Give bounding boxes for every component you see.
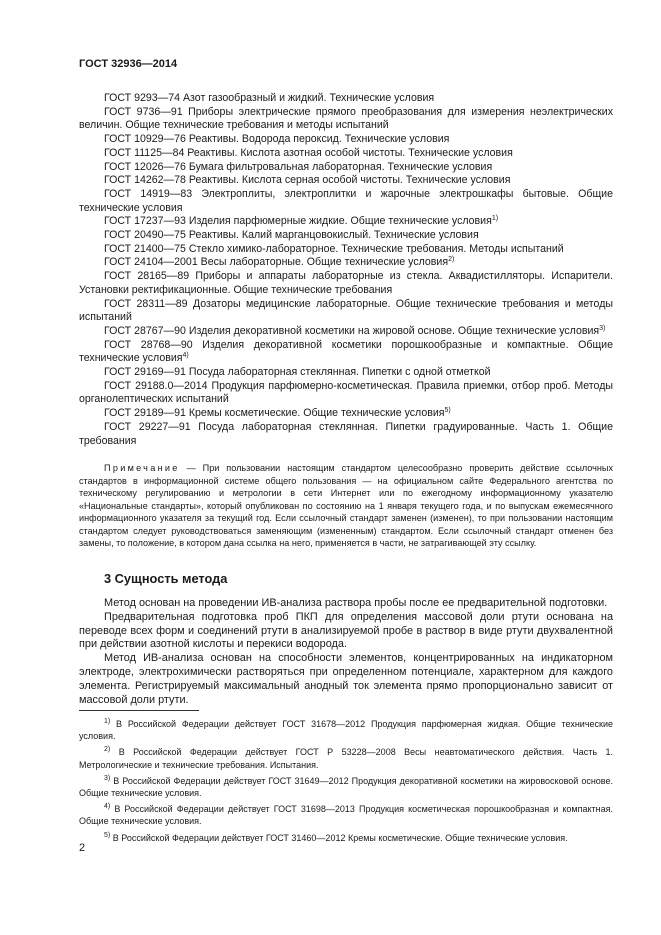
reference-item: ГОСТ 29188.0—2014 Продукция парфюмерно-косметическая. Правила приемки, отбор проб. Методы органолептических испытаний — [79, 379, 613, 406]
reference-item: ГОСТ 29169—91 Посуда лабораторная стеклянная. Пипетки с одной отметкой — [104, 366, 491, 379]
note-paragraph — [79, 462, 613, 550]
reference-item: ГОСТ 11125—84 Реактивы. Кислота азотная особой чистоты. Технические условия — [104, 146, 513, 159]
document-header: ГОСТ 32936—2014 — [79, 58, 178, 70]
normative-references-list — [79, 92, 613, 448]
footnote: $^{4)}$ В Российской Федерации действует ГОСТ 31698—2013 Продукция косметическая порошкообразная и компактная. Общие технические условия. — [79, 803, 613, 827]
note-label: Примечание — [104, 463, 180, 473]
footnote: $^{3)}$ В Российской Федерации действует ГОСТ 31649—2012 Продукция декоративной косметики на жировосковой основе. Общие технические условия. — [79, 774, 613, 799]
reference-item: ГОСТ 14919—83 Электроплиты, электроплитки и жарочные электрошкафы бытовые. Общие технические условия — [79, 187, 613, 214]
reference-item: ГОСТ 12026—76 Бумага фильтровальная лабораторная. Технические условия — [104, 160, 493, 173]
note-text: — При пользовании настоящим стандартом целесообразно проверить действие ссылочных стандартов в информационной системе общего пользования — на официальном сайте Федерального агентства по техническому регулированию и метрологии в сети Интернет или по ежегодному информационному указателю «Национальные стандарты», который опубликован по состоянию на 1 января текущего года, и по выпускам ежемесячного информационного указателя за текущий год. Если ссылочный стандарт заменен (изменен), то при пользовании настоящим стандартом следует руководствоваться заменяющим (измененным) стандартом. Если ссылочный стандарт отменен без замены, то положение, в котором дана ссылка на него, применяется в части, не затрагивающей эту ссылку. — [79, 463, 613, 548]
page-number: 2 — [79, 842, 86, 854]
body-paragraph: Метод основан на проведении ИВ-анализа раствора пробы после ее предварительной подготовки. — [104, 597, 608, 609]
footnote: $^{2)}$ В Российской Федерации действует ГОСТ Р 53228—2008 Весы неавтоматического действия. Часть 1. Метрологические и технические требования. Испытания. — [79, 746, 613, 770]
reference-item: ГОСТ 28767—90 Изделия декоративной косметики на жировой основе. Общие технические условия$^{3)}$ — [104, 324, 606, 337]
reference-item: ГОСТ 10929—76 Реактивы. Водорода пероксид. Технические условия — [104, 133, 450, 146]
reference-item: ГОСТ 28311—89 Дозаторы медицинские лабораторные. Общие технические требования и методы испытаний — [79, 297, 613, 324]
reference-item: ГОСТ 29189—91 Кремы косметические. Общие технические условия$^{5)}$ — [104, 407, 451, 420]
reference-item: ГОСТ 24104—2001 Весы лабораторные. Общие технические условия$^{2)}$ — [104, 256, 455, 269]
reference-item: ГОСТ 29227—91 Посуда лабораторная стеклянная. Пипетки градуированные. Часть 1. Общие требования — [79, 420, 613, 447]
reference-item: ГОСТ 14262—78 Реактивы. Кислота серная особой чистоты. Технические условия — [104, 174, 511, 187]
footnote: $^{1)}$ В Российской Федерации действует ГОСТ 31678—2012 Продукция парфюмерная жидкая. Общие технические условия. — [79, 718, 613, 742]
footnote-divider — [79, 710, 199, 711]
footnote: $^{5)}$ В Российской Федерации действует ГОСТ 31460—2012 Кремы косметические. Общие технические условия. — [104, 831, 568, 843]
reference-item: ГОСТ 9293—74 Азот газообразный и жидкий. Технические условия — [104, 92, 435, 104]
body-paragraph: Предварительная подготовка проб ПКП для определения массовой доли ртути основана на переводе всех форм и соединений ртути в анализируемой пробе в раствор в виде ртути двухвалентной при действии азотной кислоты и перекиси водорода. — [79, 610, 613, 651]
footnotes — [79, 718, 613, 848]
reference-item: ГОСТ 21400—75 Стекло химико-лабораторное. Технические требования. Методы испытаний — [104, 242, 564, 255]
reference-item: ГОСТ 28768—90 Изделия декоративной косметики порошкообразные и компактные. Общие технические условия$^{4)}$ — [79, 338, 613, 365]
reference-item: ГОСТ 9736—91 Приборы электрические прямого преобразования для измерения неэлектрических величин. Общие технические требования и методы испытаний — [79, 105, 613, 132]
section-body — [79, 597, 613, 707]
reference-item: ГОСТ 17237—93 Изделия парфюмерные жидкие. Общие технические условия$^{1)}$ — [104, 215, 499, 228]
section-title: 3 Сущность метода — [104, 571, 228, 586]
reference-item: ГОСТ 28165—89 Приборы и аппараты лабораторные из стекла. Аквадистилляторы. Испарители. Установки ректификационные. Общие технические требования — [79, 270, 613, 296]
body-paragraph: Метод ИВ-анализа основан на способности элементов, концентрированных на индикаторном электроде, электрохимически растворяться при определенном потенциале, характерном для каждого элемента. Регистрируемый максимальный анодный ток элемента прямо пропорционально зависит от массовой доли ртути. — [79, 652, 613, 706]
reference-item: ГОСТ 20490—75 Реактивы. Калий марганцовокислый. Технические условия — [104, 229, 479, 242]
